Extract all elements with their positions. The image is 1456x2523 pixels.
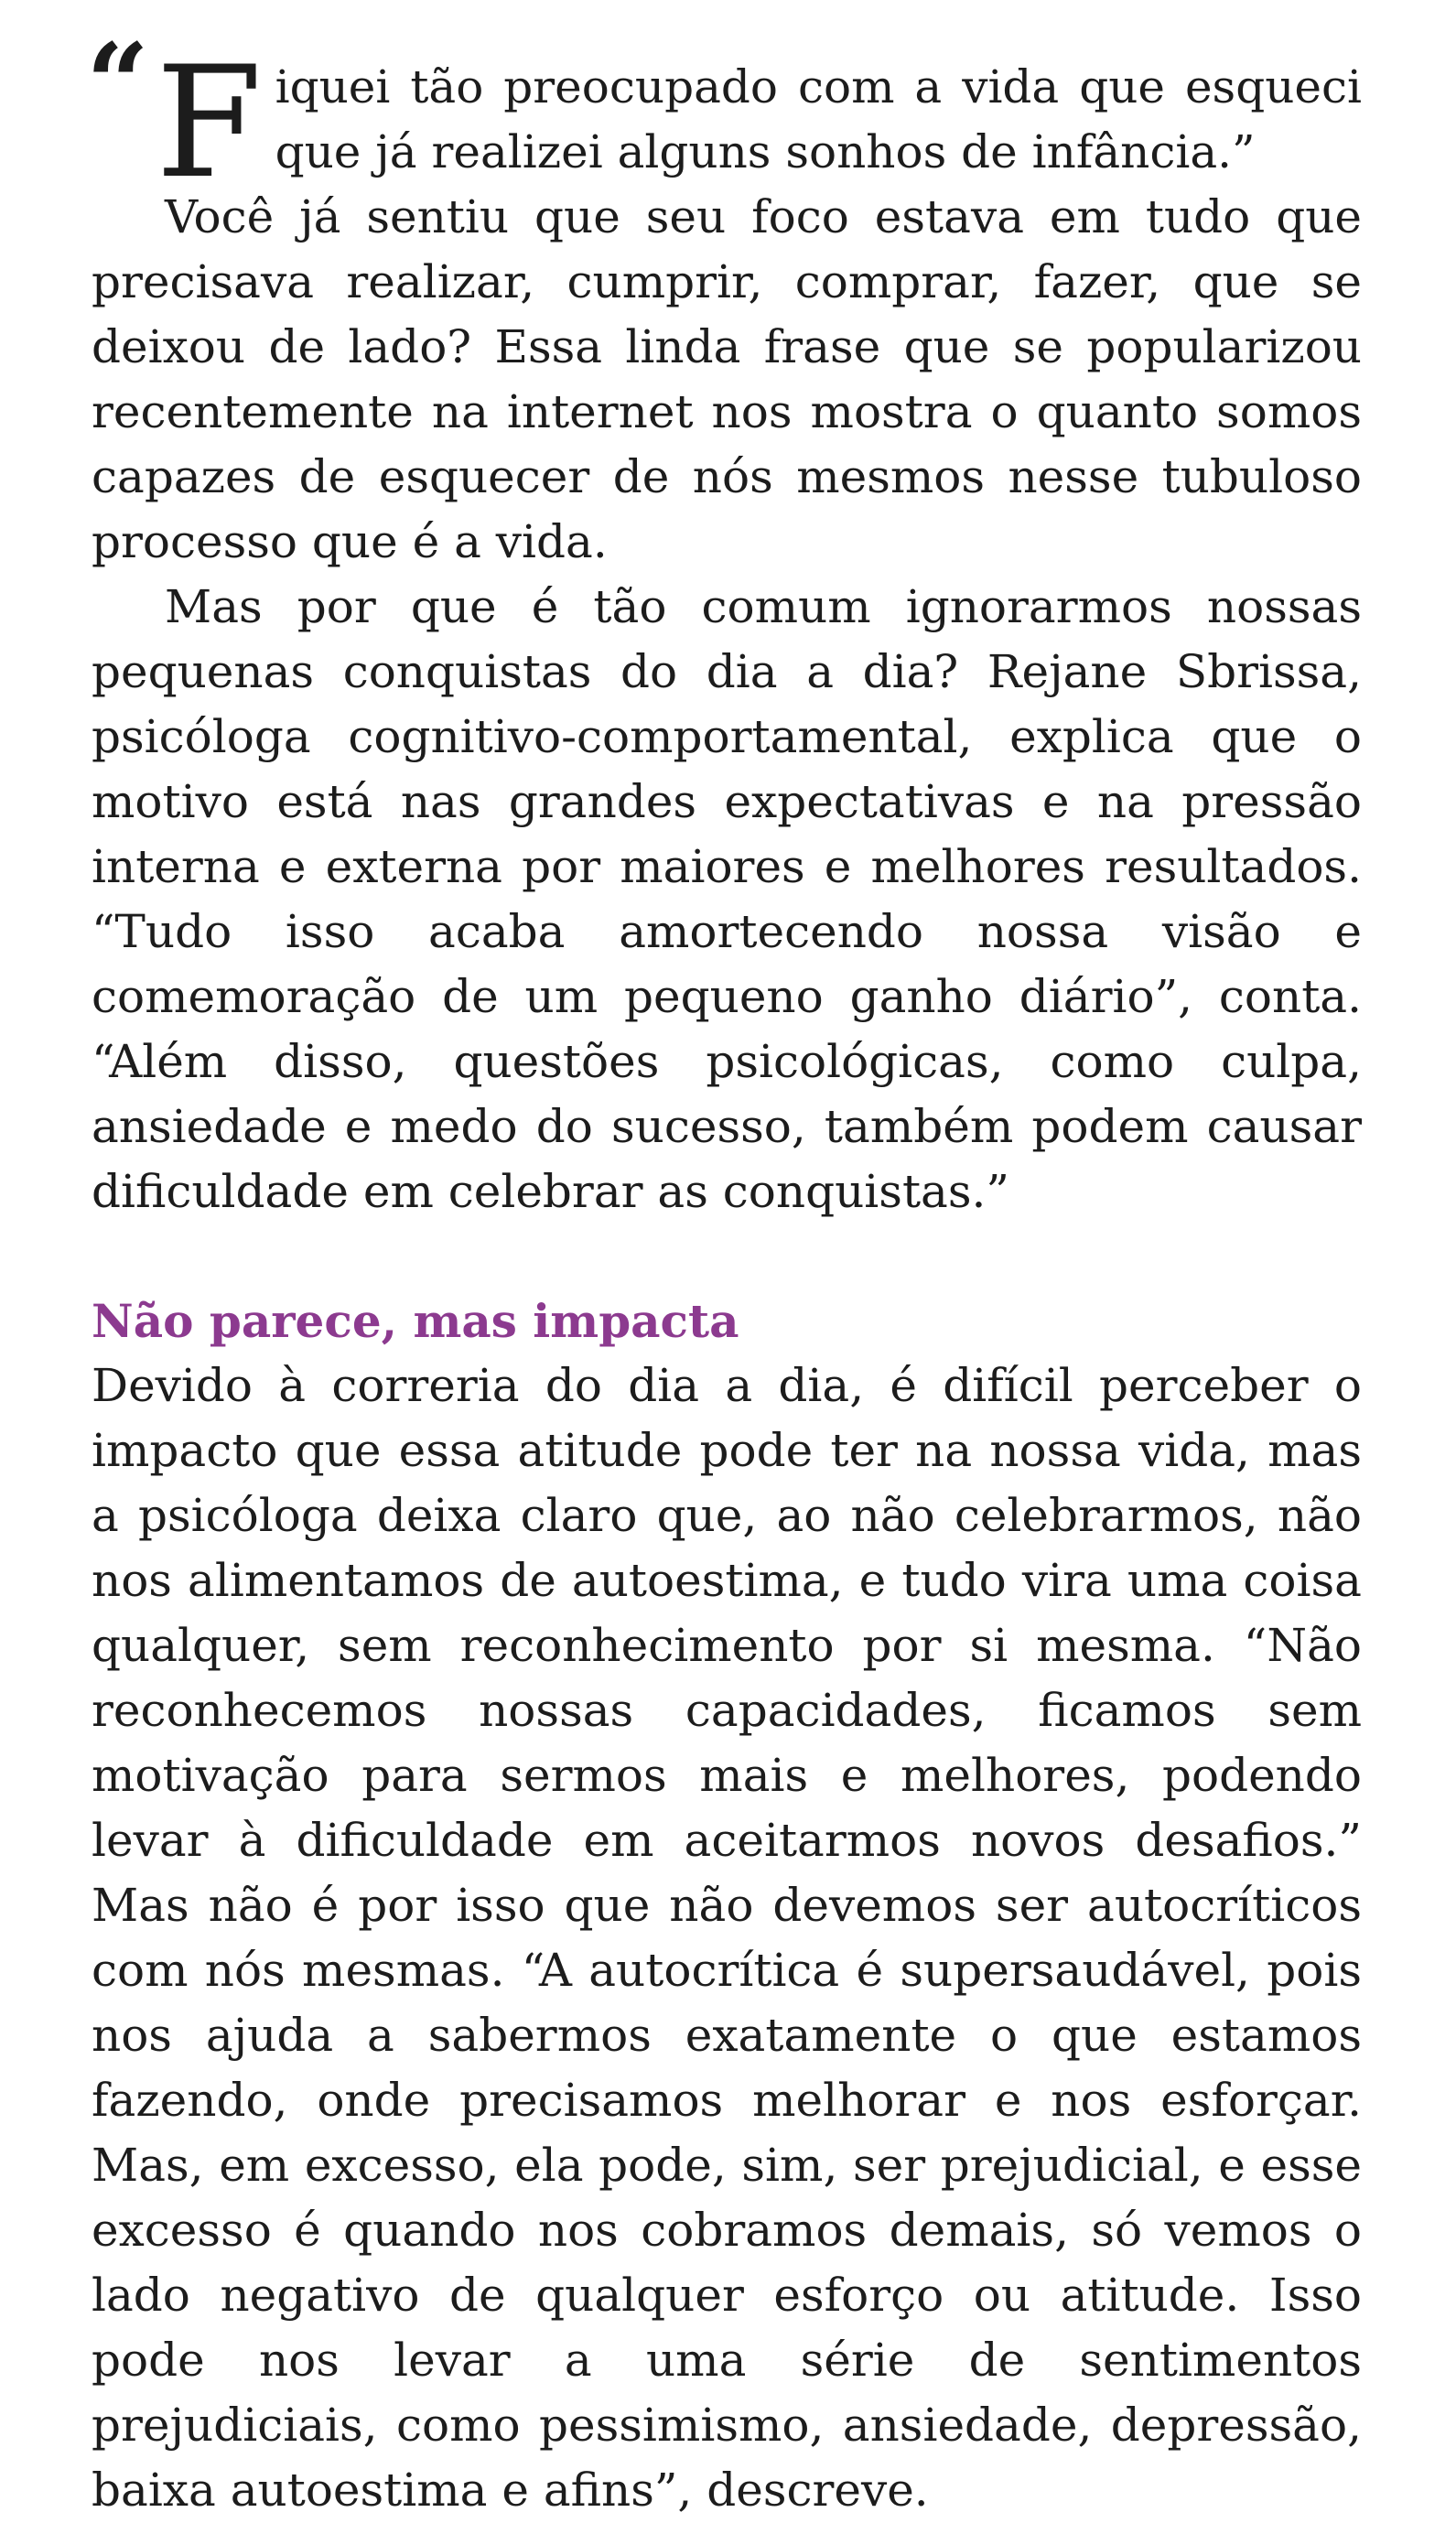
body-paragraph-1: Você já sentiu que seu foco estava em tudo que precisava realizar, cumprir, comprar, fazer, que se deixou de lado? Essa linda frase que se popularizou recentemente na internet nos mostra o quanto somos capazes de esquecer de nós mesmos nesse tubuloso processo que é a vida. bbox=[92, 190, 1362, 568]
lead-text: iquei tão preocupado com a vida que esqueci que já realizei alguns sonhos de infância.” bbox=[275, 60, 1362, 178]
opening-quote-mark: “ bbox=[86, 19, 150, 148]
article bbox=[86, 19, 1362, 2523]
section-heading: Não parece, mas impacta bbox=[92, 1294, 739, 1348]
section-paragraph: Devido à correria do dia a dia, é difícil perceber o impacto que essa atitude pode ter na nossa vida, mas a psicóloga deixa claro que, ao não celebrarmos, não nos alimentamos de autoestima, e tudo vira uma coisa qualquer, sem reconhecimento por si mesma. “Não reconhecemos nossas capacidades, ficamos sem motivação para sermos mais e melhores, podendo levar à dificuldade em aceitarmos novos desafios.” Mas não é por isso que não devemos ser autocríticos com nós mesmas. “A autocrítica é supersaudável, pois nos ajuda a sabermos exatamente o que estamos fazendo, onde precisamos melhorar e nos esforçar. Mas, em excesso, ela pode, sim, ser prejudicial, e esse excesso é quando nos cobramos demais, só vemos o lado negativo de qualquer esforço ou atitude. Isso pode nos levar a uma série de sentimentos prejudiciais, como pessimismo, ansiedade, depressão, baixa autoestima e afins”, descreve. bbox=[92, 1359, 1362, 2517]
lead-paragraph bbox=[86, 19, 1362, 212]
body-paragraph-2: Mas por que é tão comum ignorarmos nossas pequenas conquistas do dia a dia? Rejane Sbrissa, psicóloga cognitivo-comportamental, explica que o motivo está nas grandes expectativas e na pressão interna e externa por maiores e melhores resultados. “Tudo isso acaba amortecendo nossa visão e comemoração de um pequeno ganho diário”, conta. “Além disso, questões psicológicas, como culpa, ansiedade e medo do sucesso, também podem causar dificuldade em celebrar as conquistas.” bbox=[92, 580, 1362, 1218]
drop-cap: F bbox=[156, 33, 263, 212]
